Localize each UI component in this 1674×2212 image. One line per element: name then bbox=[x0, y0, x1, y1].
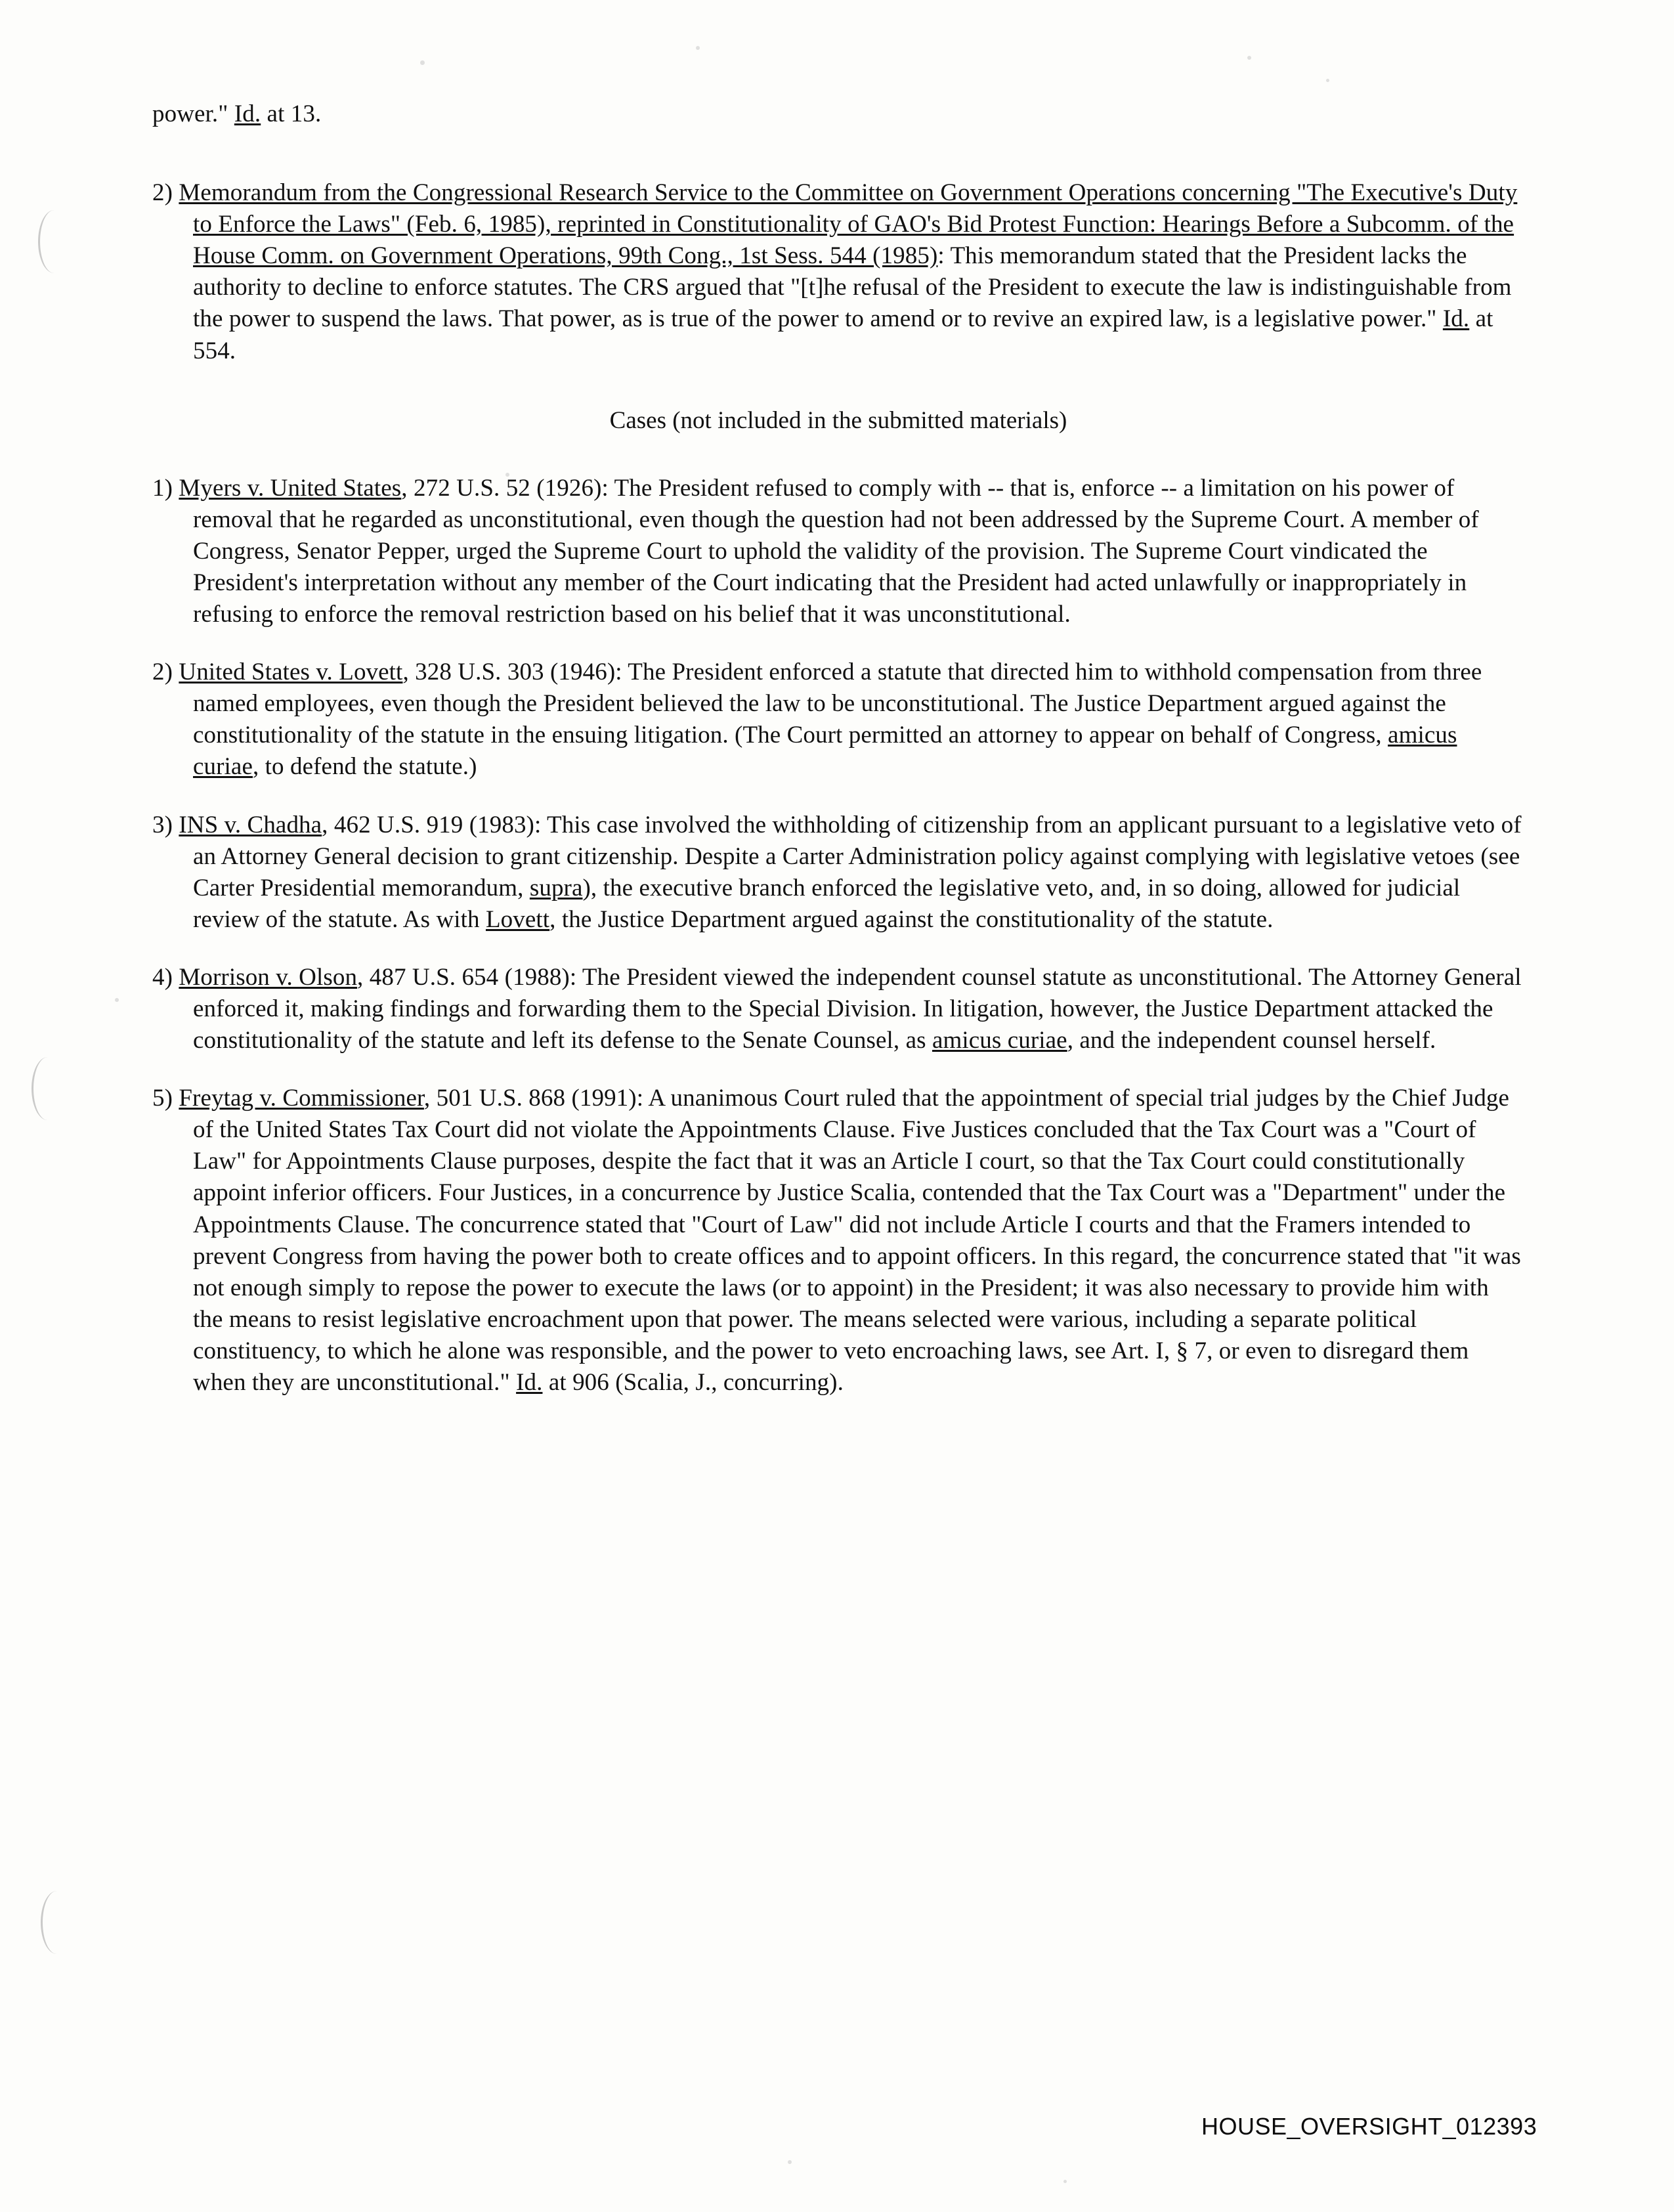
scan-artifact-mark bbox=[41, 1891, 73, 1954]
case-entry-morrison: 4) Morrison v. Olson, 487 U.S. 654 (1988): The President viewed the independent counsel statute as unconstitutional. The Attorney General enforced it, making findings and forwarding them to the Special Division. In litigation, however, the Justice Department attacked the constitutionality of the statute and left its defense to the Senate Counsel, as amicus curiae, and the independent counsel herself. bbox=[152, 963, 1522, 1054]
paragraph-power-id-13: power." Id. at 13. bbox=[152, 100, 322, 127]
scan-speck bbox=[1326, 79, 1329, 82]
bates-stamp: HOUSE_OVERSIGHT_012393 bbox=[1201, 2113, 1537, 2140]
scan-speck bbox=[115, 998, 119, 1002]
case-entry-lovett: 2) United States v. Lovett, 328 U.S. 303 (1946): The President enforced a statute that directed him to withhold compensation from three named employees, even though the President believed the law to be unconstitutional. The Justice Department argued against the constitutionality of the statute in the ensuing litigation. (The Court permitted an attorney to appear on behalf of Congress, amicus curiae, to defend the statute.) bbox=[152, 659, 1482, 781]
case-entry-freytag: 5) Freytag v. Commissioner, 501 U.S. 868 (1991): A unanimous Court ruled that the appointment of special trial judges by the Chief Judge of the United States Tax Court did not violate the Appointments Clause. Five Justices concluded that the Tax Court was a "Court of Law" for Appointments Clause purposes, despite the fact that it was an Article I court, so that the Tax Court could constitutionally appoint inferior officers. Four Justices, in a concurrence by Justice Scalia, contended that the Tax Court was a "Department" under the Appointments Clause. The concurrence stated that "Court of Law" did not include Article I courts and that the Framers intended to prevent Congress from having the power both to create offices and to appoint officers. In this regard, the concurrence stated that "it was not enough simply to repose the power to execute the laws (or to appoint) in the President; it was also necessary to provide him with the means to resist legislative encroachment upon that power. The means selected were various, including a separate political constituency, to which he alone was responsible, and the power to veto encroaching laws, see Art. I, § 7, or even to disregard them when they are unconstitutional." Id. at 906 (Scalia, J., concurring). bbox=[152, 1085, 1521, 1396]
scan-artifact-mark bbox=[32, 1057, 64, 1120]
case-entry-chadha: 3) INS v. Chadha, 462 U.S. 919 (1983): This case involved the withholding of citizenship from an applicant pursuant to a legislative veto of an Attorney General decision to grant citizenship. Despite a Carter Administration policy against complying with legislative vetoes (see Carter Presidential memorandum, supra), the executive branch enforced the legislative veto, and, in so doing, allowed for judicial review of the statute. As with Lovett, the Justice Department argued against the constitutionality of the statute. bbox=[152, 811, 1522, 933]
paragraph-item-2-crs-memorandum: 2) Memorandum from the Congressional Research Service to the Committee on Government Operations concerning "The Executive's Duty to Enforce the Laws" (Feb. 6, 1985), reprinted in Constitutionality of GAO's Bid Protest Function: Hearings Before a Subcomm. of the House Comm. on Government Operations, 99th Cong., 1st Sess. 544 (1985): This memorandum stated that the President lacks the authority to decline to enforce statutes. The CRS argued that "[t]he refusal of the President to execute the law is indistinguishable from the power to suspend the laws. That power, as is true of the power to amend or to revive an expired law, is a legislative power." Id. at 554. bbox=[152, 179, 1518, 364]
scan-artifact-mark bbox=[38, 210, 70, 273]
scan-speck bbox=[1247, 56, 1251, 60]
scan-speck bbox=[696, 46, 700, 50]
scan-speck bbox=[420, 60, 425, 65]
scan-speck bbox=[788, 2160, 792, 2164]
document-body bbox=[152, 98, 1524, 1425]
section-heading: Cases (not included in the submitted materials) bbox=[609, 406, 1067, 434]
scan-speck bbox=[1063, 2180, 1067, 2183]
case-entry-myers: 1) Myers v. United States, 272 U.S. 52 (1926): The President refused to comply with -- that is, enforce -- a limitation on his power of removal that he regarded as unconstitutional, even though the question had not been addressed by the Supreme Court. A member of Congress, Senator Pepper, urged the Supreme Court to uphold the validity of the provision. The Supreme Court vindicated the President's interpretation without any member of the Court indicating that the President had acted unlawfully or inappropriately in refusing to enforce the removal restriction based on his belief that it was unconstitutional. bbox=[152, 474, 1479, 628]
